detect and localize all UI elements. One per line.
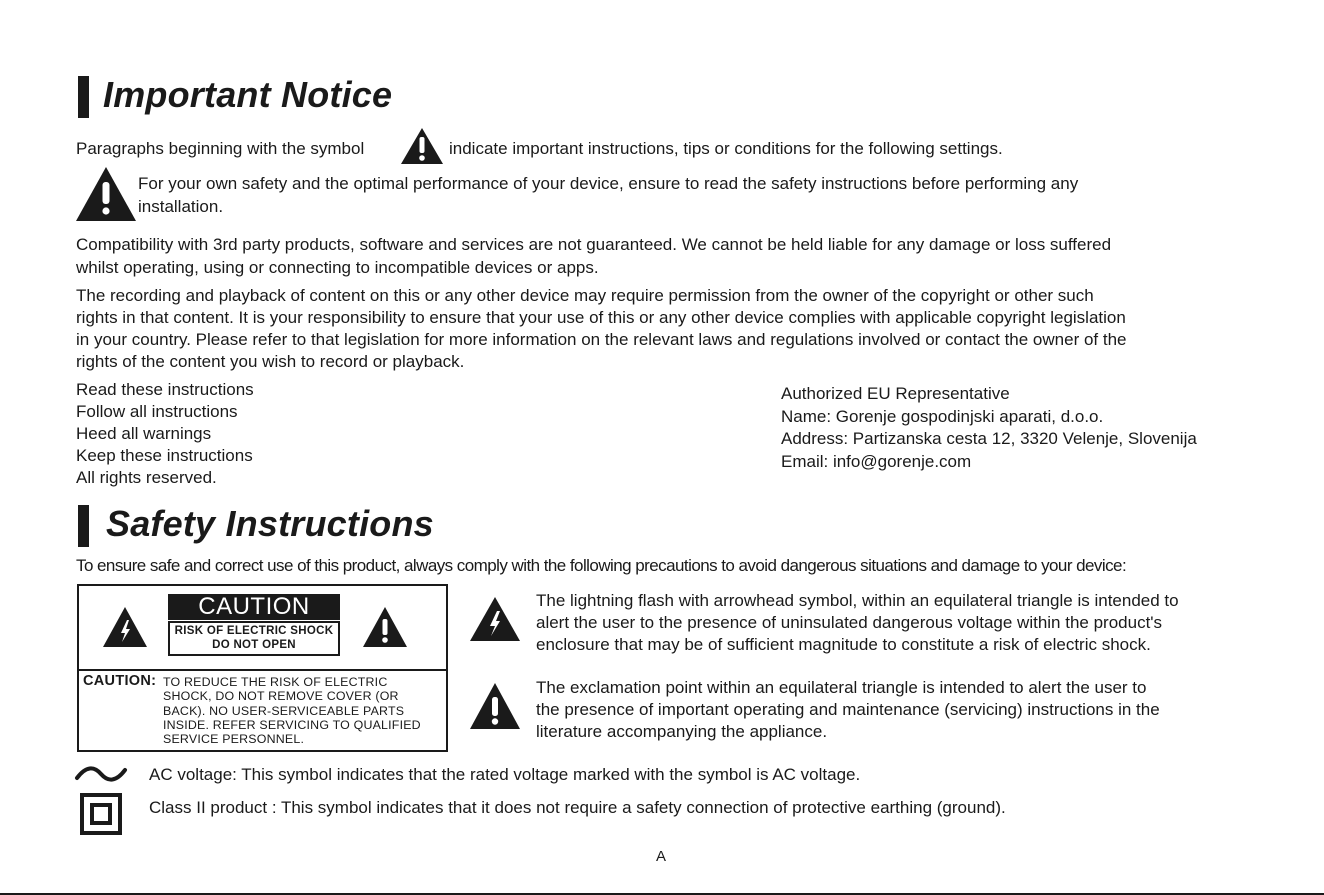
- eu-rep-heading: Authorized EU Representative: [781, 384, 1010, 403]
- safety-instructions-title: Safety Instructions: [106, 503, 434, 544]
- warning-triangle-icon: [362, 606, 408, 648]
- copyright-paragraph: [76, 285, 1247, 373]
- exclamation-line-2: the presence of important operating and maintenance (servicing) instructions in the: [536, 700, 1160, 719]
- page-label: A: [656, 848, 667, 865]
- heading-bar: [78, 76, 89, 118]
- caution-text-line: SERVICE PERSONNEL.: [163, 732, 305, 747]
- lightning-explanation: [536, 590, 1247, 656]
- lightning-triangle-icon: [102, 606, 148, 648]
- eu-representative-block: [781, 383, 1197, 473]
- heading-bar: [78, 505, 89, 547]
- caution-label: CAUTION:: [83, 673, 157, 689]
- warning-triangle-icon: [75, 166, 137, 222]
- caution-label-box: [77, 584, 448, 752]
- lightning-line-2: alert the user to the presence of uninsulated dangerous voltage within the product's: [536, 613, 1163, 632]
- list-item: Keep these instructions: [76, 446, 253, 465]
- eu-rep-name: Name: Gorenje gospodinjski aparati, d.o.o.: [781, 406, 1104, 426]
- risk-line-1: RISK OF ELECTRIC SHOCK: [174, 625, 334, 637]
- lightning-triangle-icon: [469, 596, 521, 642]
- ac-voltage-text: AC voltage: This symbol indicates that the rated voltage marked with the symbol is AC voltage.: [149, 765, 861, 784]
- copyright-line-3: in your country. Please refer to that legislation for more information on the relevant laws and regulations involved or contact the owner of the: [76, 330, 1127, 349]
- list-item: Heed all warnings: [76, 424, 212, 443]
- exclamation-line-3: literature accompanying the appliance.: [536, 722, 828, 741]
- lightning-line-1: The lightning flash with arrowhead symbol, within an equilateral triangle is intended to: [536, 591, 1179, 610]
- list-item: Read these instructions: [76, 380, 254, 399]
- lightning-line-3: enclosure that may be of sufficient magnitude to constitute a risk of electric shock.: [536, 635, 1151, 654]
- risk-box: [168, 621, 340, 656]
- list-item: All rights reserved.: [76, 468, 217, 487]
- eu-rep-email: Email: info@gorenje.com: [781, 451, 972, 471]
- caution-text-line: BACK). NO USER-SERVICEABLE PARTS: [163, 703, 405, 718]
- caution-banner: [168, 594, 340, 620]
- caution-text-line: SHOCK, DO NOT REMOVE COVER (OR: [163, 689, 399, 704]
- safety-intro: To ensure safe and correct use of this product, always comply with the following precautions to avoid dangerous situations and damage to your device:: [76, 556, 1127, 575]
- safety-note-line-2: installation.: [138, 197, 224, 216]
- caution-divider: [79, 669, 446, 671]
- safety-note-line-1: For your own safety and the optimal performance of your device, ensure to read the safety instructions before performing any: [138, 174, 1079, 193]
- symbol-line-after: indicate important instructions, tips or conditions for the following settings.: [449, 139, 1003, 158]
- instructions-list: [76, 379, 254, 489]
- copyright-line-1: The recording and playback of content on this or any other device may require permission from the owner of the copyright or other such: [76, 286, 1094, 305]
- copyright-line-2: rights in that content. It is your responsibility to ensure that your use of this or any other device complies with applicable copyright legislation: [76, 308, 1126, 327]
- important-notice-title: Important Notice: [103, 74, 393, 115]
- caution-text-line: INSIDE. REFER SERVICING TO QUALIFIED: [163, 717, 421, 732]
- caution-banner-text: CAUTION: [198, 593, 310, 620]
- caution-text: [163, 675, 421, 746]
- list-item: Follow all instructions: [76, 402, 238, 421]
- compatibility-line-2: whilst operating, using or connecting to incompatible devices or apps.: [76, 258, 599, 277]
- compatibility-line-1: Compatibility with 3rd party products, software and services are not guaranteed. We cannot be held liable for any damage or loss suffered: [76, 235, 1112, 254]
- warning-triangle-icon: [469, 682, 521, 730]
- symbol-line-before: Paragraphs beginning with the symbol: [76, 139, 365, 158]
- eu-rep-address: Address: Partizanska cesta 12, 3320 Velenje, Slovenija: [781, 429, 1197, 448]
- risk-line-2: DO NOT OPEN: [212, 639, 296, 651]
- exclamation-explanation: [536, 677, 1247, 743]
- ac-wave-icon: [74, 764, 128, 789]
- exclamation-line-1: The exclamation point within an equilateral triangle is intended to alert the user to: [536, 678, 1147, 697]
- class-ii-text: Class II product : This symbol indicates that it does not require a safety connection of protective earthing (ground).: [149, 798, 1006, 817]
- copyright-line-4: rights of the content you wish to record or playback.: [76, 352, 465, 371]
- class-ii-icon: [80, 793, 122, 840]
- warning-triangle-icon: [400, 127, 444, 165]
- caution-text-line: TO REDUCE THE RISK OF ELECTRIC: [163, 675, 388, 689]
